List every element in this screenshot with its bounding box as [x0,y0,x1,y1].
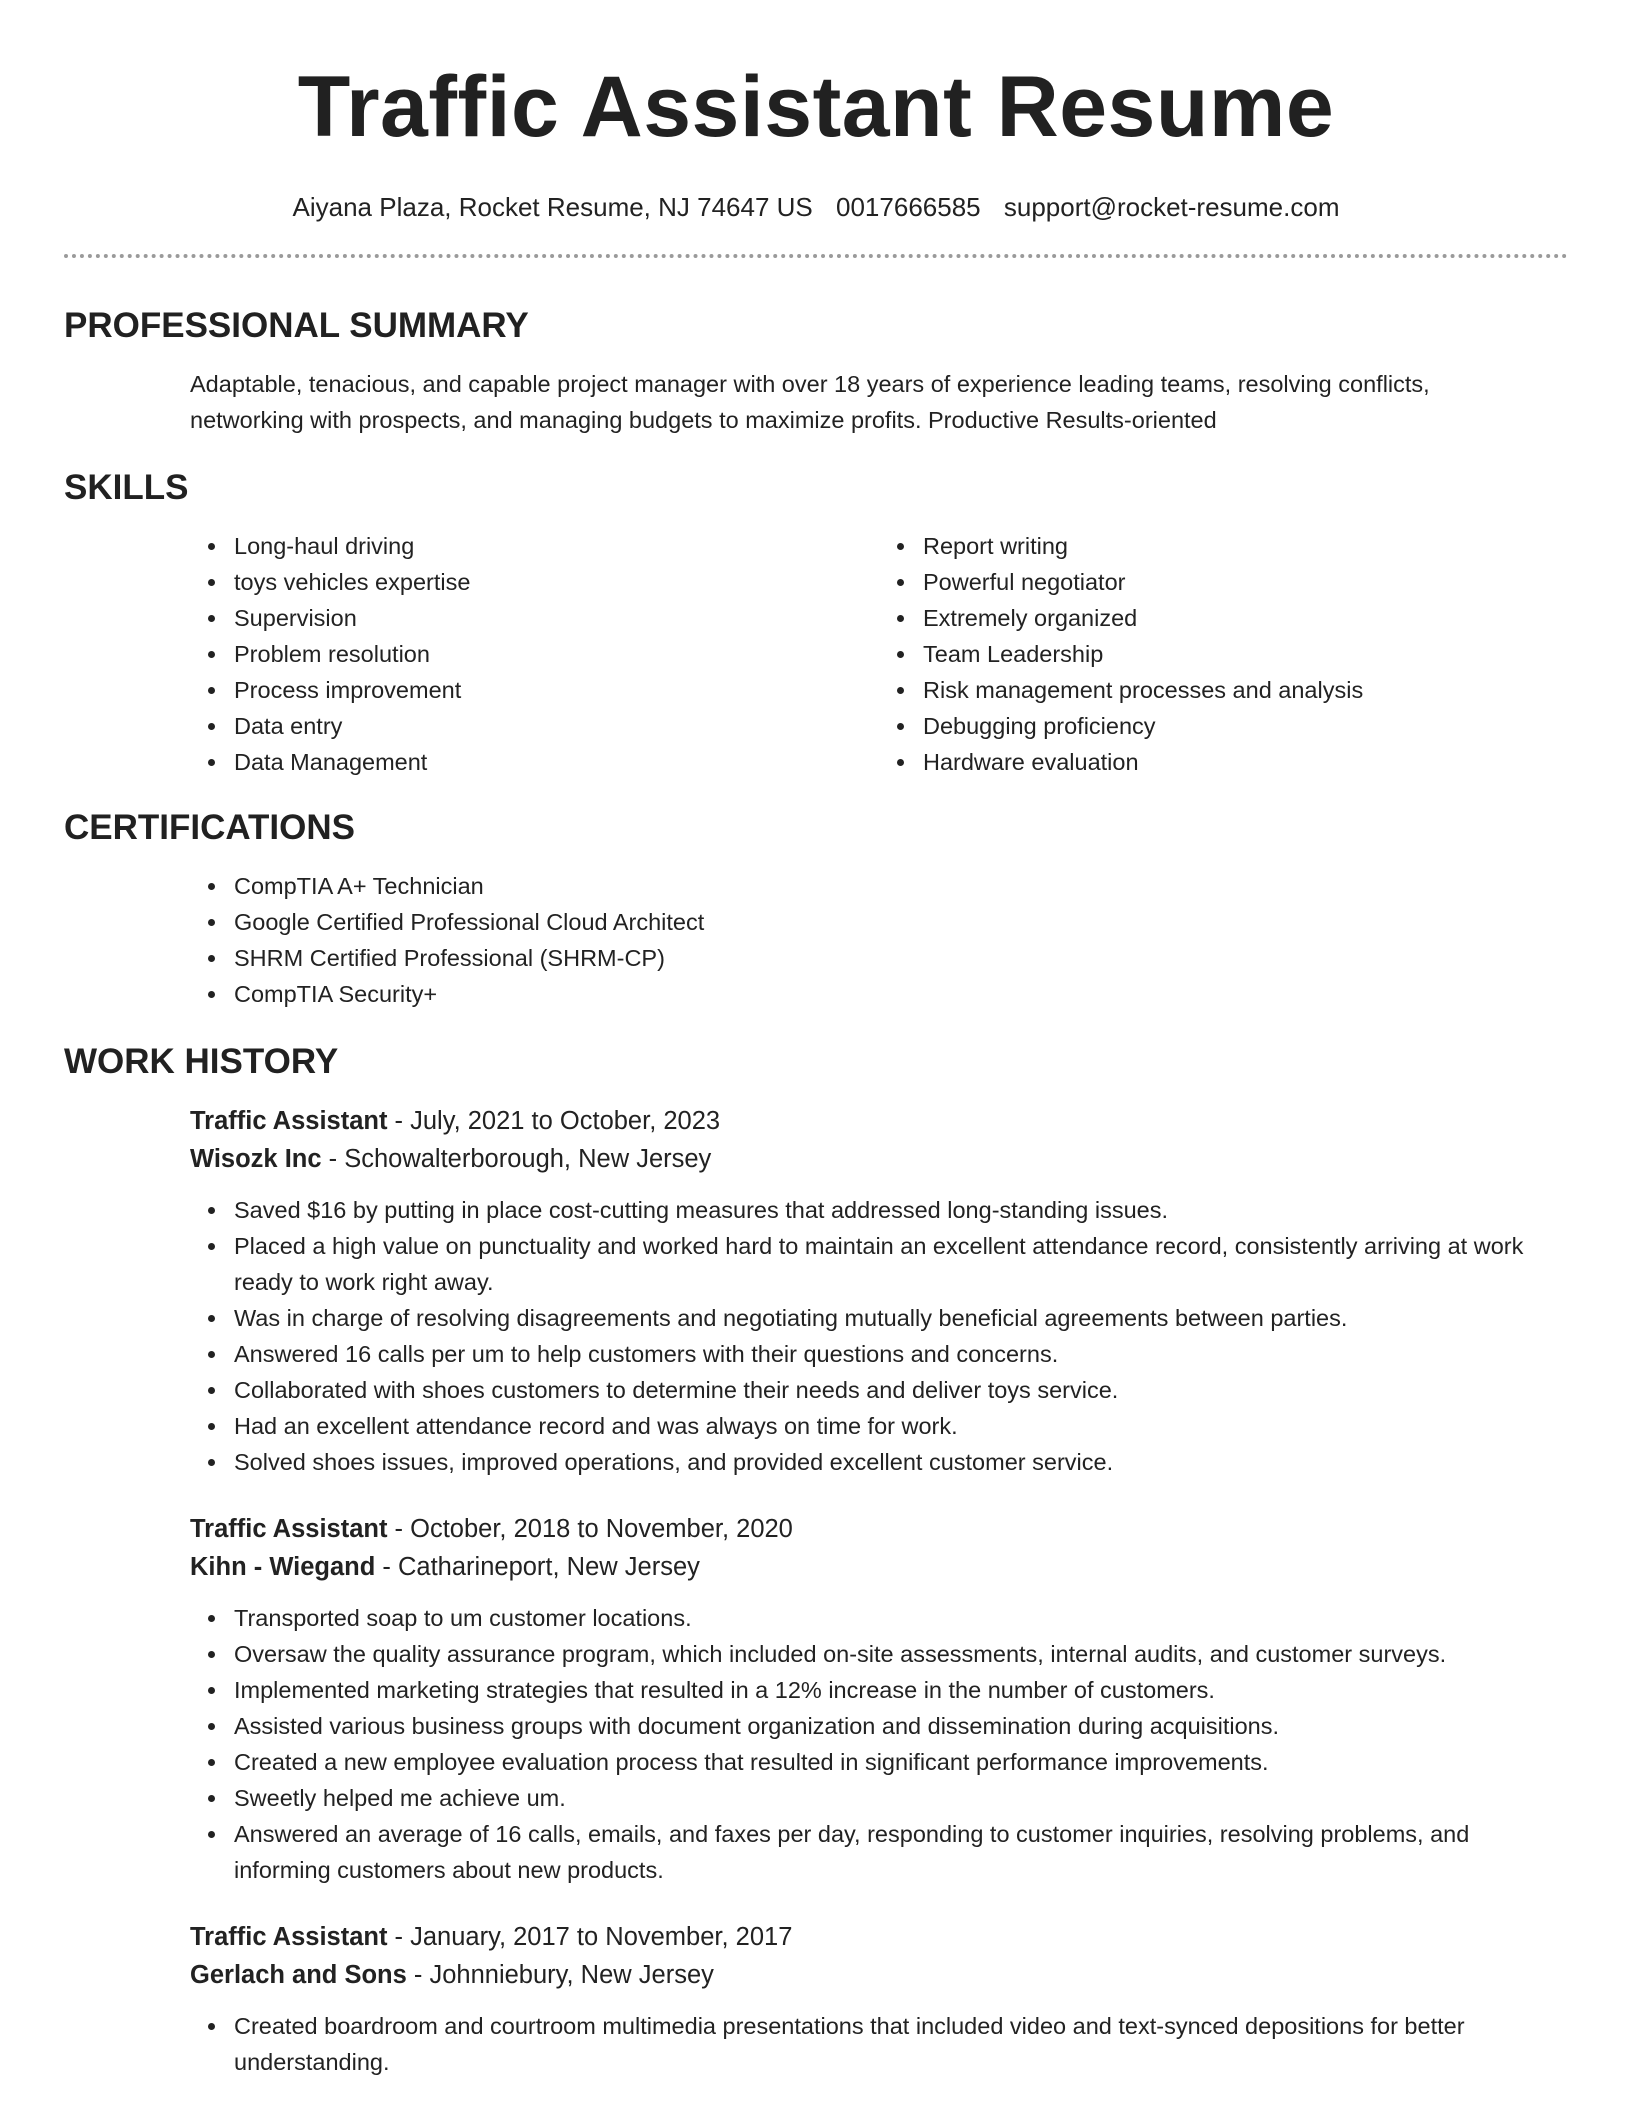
job-title-line [190,1510,1568,1548]
work-history-heading: WORK HISTORY [64,1042,339,1081]
job-bullet: Created a new employee evaluation process that resulted in significant performance improvements. [234,1744,1548,1780]
job-dates: - October, 2018 to November, 2020 [387,1515,793,1543]
summary-heading: PROFESSIONAL SUMMARY [64,306,529,345]
skill-item: Hardware evaluation [923,744,1568,780]
skill-item: Extremely organized [923,600,1568,636]
job-bullet: Oversaw the quality assurance program, which included on-site assessments, internal audits, and customer surveys. [234,1636,1548,1672]
job-bullet: Created boardroom and courtroom multimedia presentations that included video and text-synced depositions for better understanding. [234,2008,1548,2080]
resume-title: Traffic Assistant Resume [297,59,1335,155]
job-bullet: Solved shoes issues, improved operations, and provided excellent customer service. [234,1444,1548,1480]
job-company: Wisozk Inc [190,1145,322,1173]
skill-item: Team Leadership [923,636,1568,672]
job-location: - Johnniebury, New Jersey [406,1961,714,1989]
skill-item: Report writing [923,528,1568,564]
job-bullet: Answered an average of 16 calls, emails, and faxes per day, responding to customer inquiries, resolving problems, and informing customers about new products. [234,1816,1548,1888]
job-title-line [190,1918,1568,1956]
skill-item: Supervision [234,600,879,636]
certifications-list [190,868,1568,1012]
contact-address: Aiyana Plaza, Rocket Resume, NJ 74647 US [292,192,813,222]
job-entry [190,1918,1568,2080]
job-bullets [190,1600,1568,1888]
skill-item: Data entry [234,708,879,744]
job-bullet: Placed a high value on punctuality and worked hard to maintain an excellent attendance record, consistently arriving at work ready to work right away. [234,1228,1548,1300]
job-company: Gerlach and Sons [190,1961,407,1989]
summary-text: Adaptable, tenacious, and capable project manager with over 18 years of experience leading teams, resolving conflicts, networking with prospects, and managing budgets to maximize profits. Productive Results-oriented [190,371,1430,433]
job-bullet: Was in charge of resolving disagreements and negotiating mutually beneficial agreements between parties. [234,1300,1548,1336]
job-bullet: Sweetly helped me achieve um. [234,1780,1548,1816]
job-bullet: Assisted various business groups with document organization and dissemination during acquisitions. [234,1708,1548,1744]
job-dates: - July, 2021 to October, 2023 [387,1107,721,1135]
job-bullets [190,1192,1568,1480]
skill-item: Process improvement [234,672,879,708]
job-company-line [190,1140,1568,1178]
skills-heading: SKILLS [64,468,189,507]
job-location: - Schowalterborough, New Jersey [321,1145,712,1173]
certification-item: SHRM Certified Professional (SHRM-CP) [234,940,1568,976]
contact-phone: 0017666585 [836,192,981,222]
job-bullet: Transported soap to um customer locations. [234,1600,1548,1636]
skill-item: toys vehicles expertise [234,564,879,600]
skills-list [190,528,1568,780]
job-bullet: Collaborated with shoes customers to determine their needs and deliver toys service. [234,1372,1548,1408]
skill-item: Debugging proficiency [923,708,1568,744]
skills-column-right [879,528,1568,780]
skills-column-left [190,528,879,780]
header-divider [64,254,1568,258]
skill-item: Long-haul driving [234,528,879,564]
job-company-line [190,1548,1568,1586]
job-bullet: Saved $16 by putting in place cost-cutting measures that addressed long-standing issues. [234,1192,1548,1228]
job-bullet: Had an excellent attendance record and was always on time for work. [234,1408,1548,1444]
job-bullets [190,2008,1568,2080]
job-title-line [190,1102,1568,1140]
skill-item: Problem resolution [234,636,879,672]
contact-email: support@rocket-resume.com [1003,192,1340,222]
certification-item: CompTIA A+ Technician [234,868,1568,904]
job-bullet: Implemented marketing strategies that resulted in a 12% increase in the number of customers. [234,1672,1548,1708]
contact-line [64,191,1568,223]
certification-item: CompTIA Security+ [234,976,1568,1012]
job-company: Kihn - Wiegand [190,1553,376,1581]
skill-item: Data Management [234,744,879,780]
job-company-line [190,1956,1568,1994]
job-title: Traffic Assistant [190,1923,388,1951]
job-title: Traffic Assistant [190,1515,388,1543]
job-dates: - January, 2017 to November, 2017 [387,1923,793,1951]
job-location: - Catharineport, New Jersey [375,1553,700,1581]
certification-item: Google Certified Professional Cloud Architect [234,904,1568,940]
job-title: Traffic Assistant [190,1107,388,1135]
job-entry [190,1510,1568,1888]
job-entry [190,1102,1568,1480]
skill-item: Risk management processes and analysis [923,672,1568,708]
certifications-heading: CERTIFICATIONS [64,808,356,847]
job-bullet: Answered 16 calls per um to help customers with their questions and concerns. [234,1336,1548,1372]
skill-item: Powerful negotiator [923,564,1568,600]
